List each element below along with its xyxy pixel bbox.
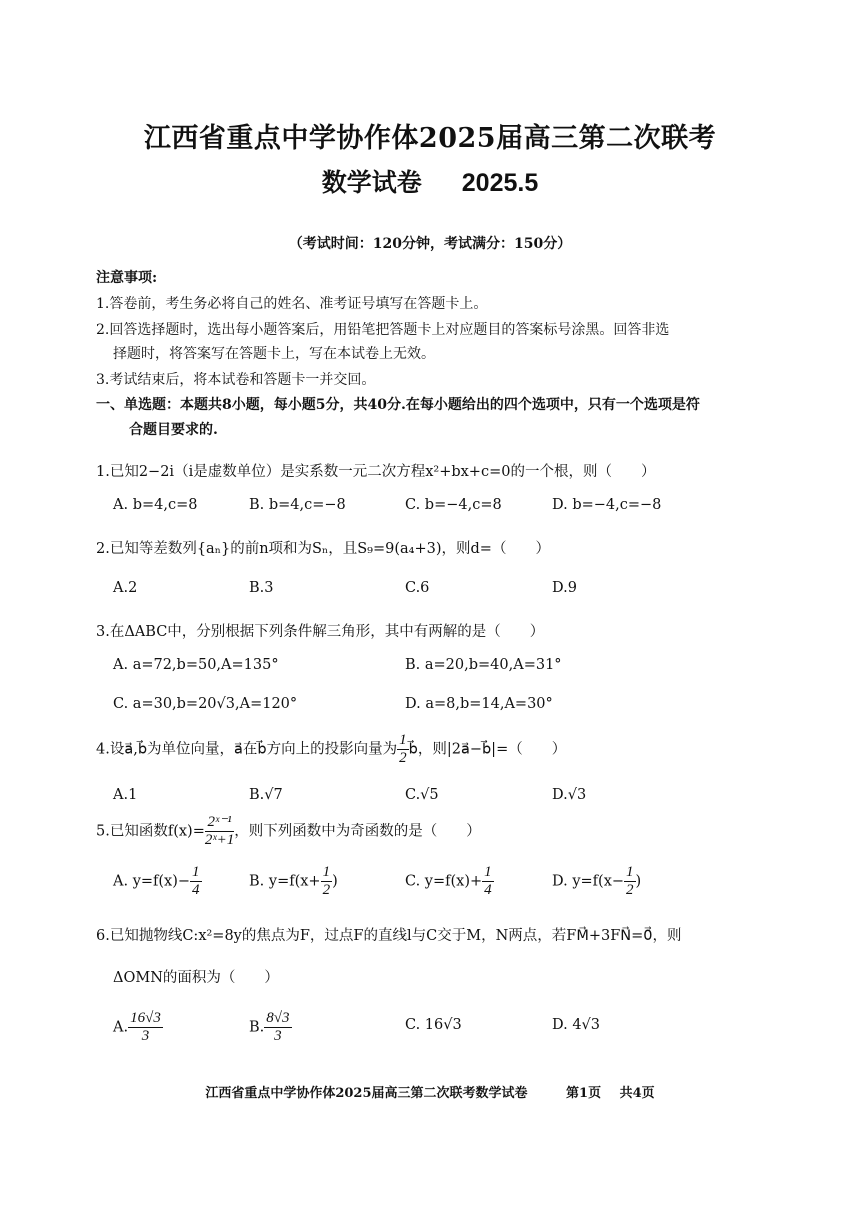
section-heading: 一、单选题：本题共8小题，每小题5分，共40分.在每小题给出的四个选项中，只有一个选项是符 bbox=[96, 397, 700, 413]
fraction-numerator: 1 bbox=[626, 864, 634, 880]
fraction-denominator: 3 bbox=[274, 1028, 282, 1044]
question-4-stem-part: b⃗，则|2a⃗−b⃗|=（ ） bbox=[408, 741, 567, 758]
question-5-stem-part: 5.已知函数f(x)= bbox=[96, 823, 205, 840]
fraction bbox=[128, 1010, 163, 1045]
fraction-numerator: 2ˣ⁻¹ bbox=[207, 814, 232, 830]
option-text: A. bbox=[113, 1019, 129, 1036]
fraction-denominator: 3 bbox=[141, 1028, 150, 1044]
page-total: 共4页 bbox=[619, 1086, 655, 1101]
question-1-option-c: C. b=−4,c=8 bbox=[405, 497, 502, 513]
option-text: C. y=f(x)+ bbox=[405, 873, 483, 890]
fraction-numerator: 16√3 bbox=[130, 1010, 161, 1026]
option-text: B. bbox=[249, 1019, 265, 1036]
fraction-numerator: 1 bbox=[322, 864, 331, 880]
option-text: ) bbox=[332, 873, 338, 890]
question-6-stem: 6.已知抛物线C:x²=8y的焦点为F，过点F的直线l与C交于M，N两点，若FM⃗+3FN⃗=0⃗，则 bbox=[96, 928, 682, 944]
question-2-option-b: B.3 bbox=[249, 580, 274, 596]
fraction-numerator: 1 bbox=[192, 864, 200, 880]
question-3-option-d: D. a=8,b=14,A=30° bbox=[405, 696, 553, 712]
question-5-option-d bbox=[552, 864, 641, 899]
question-2-option-d: D.9 bbox=[552, 580, 577, 596]
question-4-stem bbox=[96, 732, 566, 767]
fraction bbox=[190, 864, 202, 899]
page-number: 第1页 bbox=[566, 1086, 602, 1101]
question-3-option-a: A. a=72,b=50,A=135° bbox=[113, 657, 279, 673]
page-footer bbox=[0, 1082, 860, 1101]
fraction-denominator: 4 bbox=[484, 882, 492, 898]
question-4-option-a: A.1 bbox=[113, 787, 138, 803]
question-3-option-c: C. a=30,b=20√3,A=120° bbox=[113, 696, 298, 712]
fraction-denominator: 4 bbox=[192, 882, 200, 898]
question-3-stem: 3.在ΔABC中，分别根据下列条件解三角形，其中有两解的是（ ） bbox=[96, 624, 545, 640]
option-text: A. y=f(x)− bbox=[113, 873, 191, 890]
question-4-option-d: D.√3 bbox=[552, 787, 587, 803]
exam-time-note: （考试时间：120分钟，考试满分：150分） bbox=[288, 236, 572, 252]
fraction-numerator: 1 bbox=[399, 732, 407, 748]
fraction-denominator: 2 bbox=[322, 882, 331, 898]
notice-item: 择题时，将答案写在答题卡上，写在本试卷上无效。 bbox=[113, 346, 435, 362]
fraction bbox=[397, 732, 409, 767]
fraction-denominator: 2 bbox=[399, 750, 407, 766]
fraction bbox=[321, 864, 333, 899]
option-text: ) bbox=[635, 873, 642, 890]
subject-label: 数学试卷 bbox=[321, 168, 422, 197]
question-1-option-a: A. b=4,c=8 bbox=[113, 497, 198, 513]
fraction-numerator: 1 bbox=[484, 864, 492, 880]
option-text: B. y=f(x+ bbox=[249, 873, 321, 890]
fraction bbox=[205, 814, 234, 849]
notice-item: 2.回答选择题时，选出每小题答案后，用铅笔把答题卡上对应题目的答案标号涂黑。回答非选 bbox=[96, 322, 670, 338]
question-5-option-a bbox=[113, 864, 202, 899]
question-2-option-c: C.6 bbox=[405, 580, 430, 596]
question-1-option-d: D. b=−4,c=−8 bbox=[552, 497, 662, 513]
question-6-option-a bbox=[113, 1010, 163, 1045]
question-6-option-c: C. 16√3 bbox=[405, 1017, 462, 1033]
question-6-stem-cont: ΔOMN的面积为（ ） bbox=[113, 970, 279, 986]
fraction bbox=[264, 1010, 291, 1045]
footer-text: 江西省重点中学协作体2025届高三第二次联考数学试卷 bbox=[205, 1086, 528, 1101]
question-5-stem-part: ，则下列函数中为奇函数的是（ ） bbox=[234, 823, 481, 840]
notice-item: 3.考试结束后，将本试卷和答题卡一并交回。 bbox=[96, 372, 376, 388]
question-1-stem: 1.已知2−2i（i是虚数单位）是实系数一元二次方程x²+bx+c=0的一个根，则（ ） bbox=[96, 464, 656, 480]
notice-item: 1.答卷前，考生务必将自己的姓名、准考证号填写在答题卡上。 bbox=[96, 296, 488, 312]
option-text: D. y=f(x− bbox=[552, 873, 625, 890]
exam-subtitle bbox=[0, 163, 860, 199]
question-6-option-d: D. 4√3 bbox=[552, 1017, 601, 1033]
question-5-stem bbox=[96, 814, 481, 849]
fraction bbox=[482, 864, 494, 899]
question-6-option-b bbox=[249, 1010, 292, 1045]
exam-title: 江西省重点中学协作体2025届高三第二次联考 bbox=[143, 123, 717, 154]
fraction bbox=[624, 864, 636, 899]
fraction-denominator: 2 bbox=[626, 882, 634, 898]
section-heading-cont: 合题目要求的. bbox=[129, 422, 218, 438]
question-2-option-a: A.2 bbox=[113, 580, 138, 596]
question-5-option-b bbox=[249, 864, 338, 899]
fraction-denominator: 2ˣ+1 bbox=[204, 832, 235, 848]
question-5-option-c bbox=[405, 864, 494, 899]
question-4-option-b: B.√7 bbox=[249, 787, 283, 803]
exam-date: 2025.5 bbox=[461, 169, 539, 197]
question-4-stem-part: 4.设a⃗,b⃗为单位向量，a⃗在b⃗方向上的投影向量为 bbox=[96, 741, 398, 758]
question-3-option-b: B. a=20,b=40,A=31° bbox=[405, 657, 562, 673]
question-2-stem: 2.已知等差数列{aₙ}的前n项和为Sₙ，且S₉=9(a₄+3)，则d=（ ） bbox=[96, 541, 550, 557]
notice-heading: 注意事项: bbox=[96, 270, 158, 286]
question-1-option-b: B. b=4,c=−8 bbox=[249, 497, 346, 513]
fraction-numerator: 8√3 bbox=[266, 1010, 290, 1026]
question-4-option-c: C.√5 bbox=[405, 787, 439, 803]
